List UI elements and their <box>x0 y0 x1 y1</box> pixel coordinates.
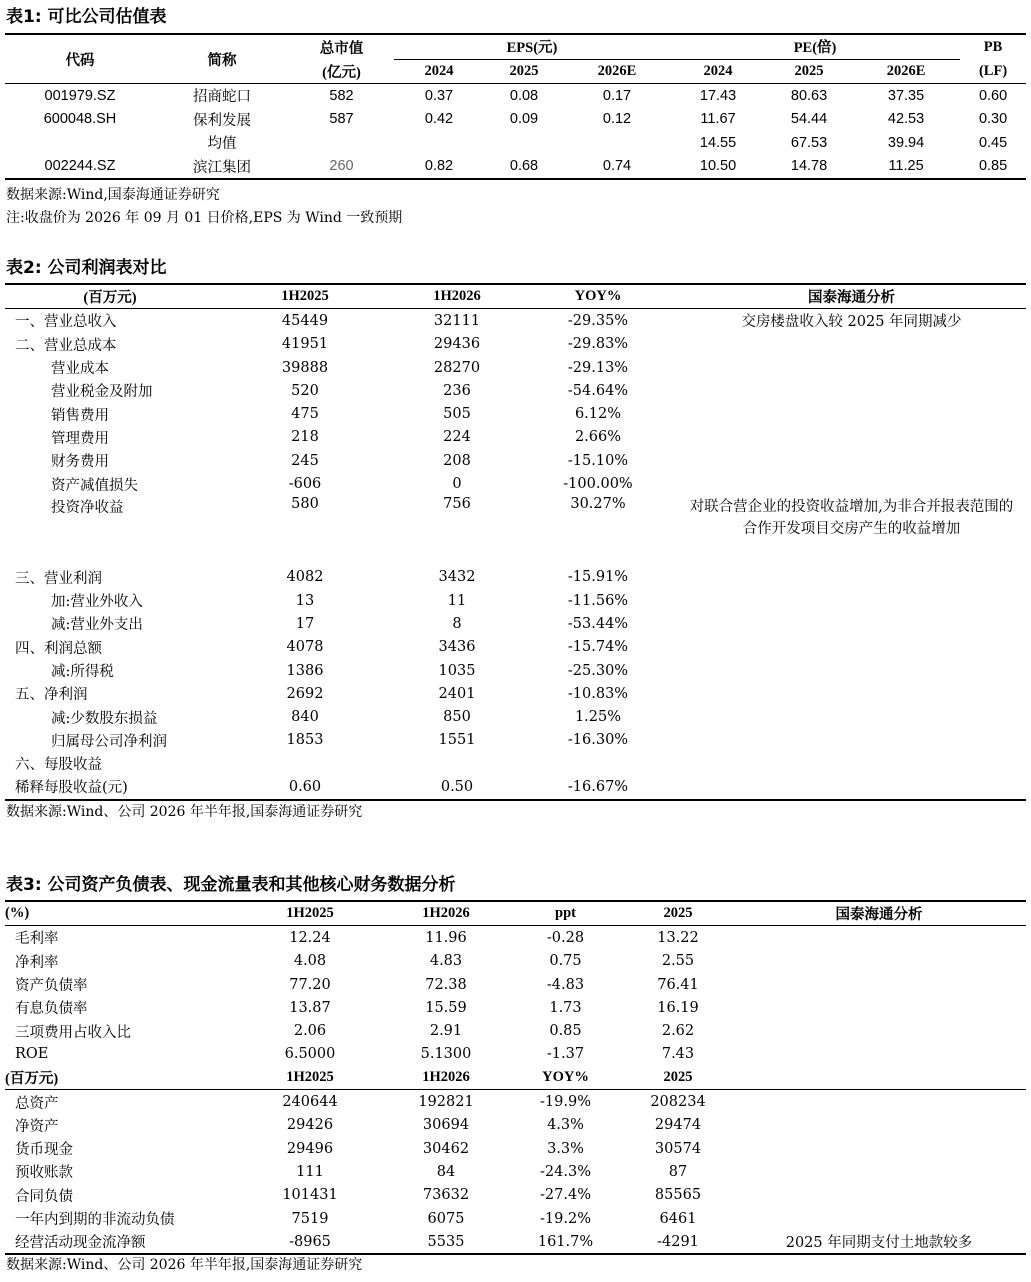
table-row <box>5 566 1026 589</box>
table-cell: -4.83 <box>546 976 585 993</box>
col-eps-2026e: 2026E <box>597 62 637 79</box>
table-cell: 0.45 <box>978 134 1008 151</box>
col-1h2026-b: 1H2026 <box>422 1069 470 1086</box>
row-label: 有息负债率 <box>15 1001 88 1018</box>
table-cell: 0.30 <box>978 111 1008 128</box>
table1-note: 注:收盘价为 2026 年 09 月 01 日价格,EPS 为 Wind 一致预期 <box>6 210 403 226</box>
analysis-empty <box>677 659 1026 682</box>
analysis-empty <box>732 1207 1026 1230</box>
table-cell: 39.94 <box>887 134 925 151</box>
table-row <box>5 729 1026 752</box>
table-cell: -29.35% <box>567 312 629 329</box>
col-pct-unit: (%) <box>5 905 30 922</box>
ratio-rows <box>5 926 1026 1066</box>
analysis-empty <box>732 996 1026 1019</box>
table-cell: 0.42 <box>424 111 454 128</box>
table-cell: 29474 <box>654 1117 702 1134</box>
table-row <box>5 973 1026 996</box>
analysis-empty <box>732 973 1026 996</box>
row-label: 减:所得税 <box>51 664 114 680</box>
table-cell: 32111 <box>433 312 481 329</box>
table-cell: 13.22 <box>657 929 699 946</box>
table-cell: 2.66% <box>574 429 622 446</box>
table-row <box>5 155 1026 180</box>
table-row <box>5 402 1026 425</box>
analysis-empty <box>732 1160 1026 1183</box>
table-cell: 4078 <box>286 639 324 656</box>
table-cell: 14.78 <box>790 158 828 175</box>
row-label: 二、营业总成本 <box>15 337 117 354</box>
table-row <box>5 636 1026 659</box>
table-cell: 12.24 <box>289 929 331 946</box>
analysis-empty <box>677 472 1026 495</box>
row-label: 资产减值损失 <box>51 477 138 494</box>
row-label: 营业税金及附加 <box>51 384 153 401</box>
table-cell: 2401 <box>438 685 476 702</box>
table-cell: 2692 <box>286 685 324 702</box>
table-cell: 30.27% <box>570 495 626 512</box>
table-cell: -15.91% <box>567 569 629 586</box>
analysis-empty <box>677 333 1026 356</box>
col-pe: PE(倍) <box>670 34 960 59</box>
table-cell: 840 <box>291 709 319 726</box>
table1-source: 数据来源:Wind,国泰海通证券研究 <box>6 187 220 203</box>
analysis-empty <box>732 1137 1026 1160</box>
table-row <box>5 426 1026 449</box>
analysis-empty <box>732 1090 1026 1114</box>
col-pe-2024: 2024 <box>703 62 733 79</box>
row-label: 毛利率 <box>15 931 59 948</box>
table-cell: 224 <box>443 429 471 446</box>
table-cell: 16.19 <box>657 999 699 1016</box>
table-cell: 1035 <box>438 662 476 679</box>
table-cell: -27.4% <box>540 1187 591 1204</box>
table-cell: 均值 <box>207 136 237 153</box>
table-row <box>5 996 1026 1019</box>
col-eps-2024: 2024 <box>424 62 454 79</box>
table-row <box>5 356 1026 379</box>
table-cell: 13 <box>295 592 315 609</box>
col-eps-2025: 2025 <box>509 62 539 79</box>
table-cell: 850 <box>443 709 471 726</box>
table-cell: -606 <box>288 476 322 493</box>
col-2025-b: 2025 <box>663 1069 693 1086</box>
table-cell: 0.74 <box>602 158 632 175</box>
col-1h2026: 1H2026 <box>433 288 481 305</box>
table-row <box>5 1184 1026 1207</box>
table-cell: 39888 <box>281 359 329 376</box>
table-cell: 87 <box>668 1163 688 1180</box>
table-row <box>5 682 1026 705</box>
table-row <box>5 950 1026 973</box>
table-cell: 240644 <box>282 1094 338 1111</box>
analysis-note: 对联合营企业的投资收益增加,为非合并报表范围的合作开发项目交房产生的收益增加 <box>689 498 1014 537</box>
analysis-empty <box>677 682 1026 705</box>
analysis-empty <box>732 1114 1026 1137</box>
table-cell: 0.60 <box>978 87 1008 104</box>
col-1h2025: 1H2025 <box>286 905 334 922</box>
table-cell: -100.00% <box>563 476 633 493</box>
table-cell: -19.2% <box>540 1210 591 1227</box>
income-table-body <box>5 309 1026 800</box>
balance-table <box>5 900 1026 1255</box>
col-analysis: 国泰海通分析 <box>808 290 895 307</box>
col-yoy-b: YOY% <box>542 1069 589 1086</box>
table-row <box>5 131 1026 155</box>
row-label: ROE <box>15 1046 49 1063</box>
row-label: 资产负债率 <box>15 978 88 995</box>
table-cell: 17 <box>295 615 315 632</box>
table-cell: 582 <box>329 87 354 104</box>
table-cell: 236 <box>443 382 471 399</box>
analysis-empty <box>677 449 1026 472</box>
table-cell: -16.30% <box>567 732 629 749</box>
table-cell: 42.53 <box>887 111 925 128</box>
table-cell: -19.9% <box>540 1094 591 1111</box>
analysis-empty <box>677 636 1026 659</box>
analysis-empty <box>732 1184 1026 1207</box>
table-cell: 30694 <box>422 1117 470 1134</box>
row-label: 归属母公司净利润 <box>51 733 167 750</box>
table-row <box>5 926 1026 950</box>
table-cell: 3.3% <box>547 1140 584 1157</box>
row-label: 总资产 <box>15 1095 59 1112</box>
table-cell: 5535 <box>427 1233 465 1250</box>
table-cell <box>5 131 155 155</box>
table-cell: 2.62 <box>661 1023 695 1040</box>
table-cell: 0.60 <box>288 778 322 795</box>
table-cell: 8 <box>452 615 462 632</box>
table-row <box>5 589 1026 612</box>
col-code: 代码 <box>65 52 95 69</box>
col-mktcap: 总市值 <box>319 40 364 57</box>
table-cell: 505 <box>443 406 471 423</box>
table-row <box>5 1114 1026 1137</box>
table-cell: 30462 <box>422 1140 470 1157</box>
analysis-empty <box>677 705 1026 728</box>
table-cell: 3432 <box>438 569 476 586</box>
table-cell: 14.55 <box>699 134 737 151</box>
valuation-table <box>5 33 1026 180</box>
row-label: 预收账款 <box>15 1165 73 1182</box>
analysis-empty <box>732 926 1026 950</box>
row-label: 减:少数股东损益 <box>51 710 158 727</box>
table-cell: 11.25 <box>888 158 924 175</box>
table-cell: 3436 <box>438 639 476 656</box>
analysis-empty <box>677 402 1026 425</box>
table3-title: 表3: 公司资产负债表、现金流量表和其他核心财务数据分析 <box>6 875 456 895</box>
col-unit: (百万元) <box>83 290 137 307</box>
row-label: 六、每股收益 <box>15 757 102 774</box>
table-cell: 保利发展 <box>193 112 251 129</box>
table-cell: -29.13% <box>567 359 629 376</box>
table-cell: -53.44% <box>567 615 629 632</box>
table-cell: 5.1300 <box>420 1046 472 1063</box>
table-row <box>5 1019 1026 1042</box>
table-cell: 2.06 <box>293 1023 327 1040</box>
table-cell: 28270 <box>433 359 481 376</box>
table-cell: 0.37 <box>424 87 454 104</box>
table-row <box>5 1160 1026 1183</box>
table-cell: -29.83% <box>567 336 629 353</box>
table-cell <box>484 131 564 155</box>
table-cell: -10.83% <box>567 685 629 702</box>
table-cell: 208234 <box>650 1094 706 1111</box>
table-cell: -16.67% <box>567 778 629 795</box>
col-mn-unit: (百万元) <box>5 1071 59 1088</box>
table-cell <box>395 752 519 775</box>
analysis-empty <box>677 566 1026 589</box>
col-mktcap-unit: (亿元) <box>322 64 361 81</box>
table-cell: 1386 <box>286 662 324 679</box>
col-eps: EPS(元) <box>394 34 670 59</box>
table-cell: 10.50 <box>699 158 737 175</box>
row-label: 三、营业利润 <box>15 570 102 587</box>
table-cell: 54.44 <box>790 111 828 128</box>
row-label: 销售费用 <box>51 407 109 424</box>
table-row <box>5 449 1026 472</box>
table-cell: 11.67 <box>700 111 736 128</box>
table-cell: 67.53 <box>790 134 828 151</box>
row-label: 三项费用占收入比 <box>15 1024 131 1041</box>
table-cell: -15.74% <box>567 639 629 656</box>
table-cell: 1.73 <box>549 999 582 1016</box>
row-label: 营业成本 <box>51 361 109 378</box>
row-label: 净利率 <box>15 954 59 971</box>
table-cell: 4.3% <box>547 1117 584 1134</box>
table-cell: 7.43 <box>661 1046 695 1063</box>
table-cell: 218 <box>291 429 319 446</box>
table-cell: 2.55 <box>661 953 695 970</box>
table-cell: 208 <box>443 452 471 469</box>
row-label: 合同负债 <box>15 1188 73 1205</box>
table-row <box>5 496 1026 566</box>
table-cell: 0.85 <box>978 158 1008 175</box>
table-cell: 580 <box>291 495 319 512</box>
col-name: 简称 <box>207 52 237 69</box>
table-row <box>5 752 1026 775</box>
table-cell: 0.12 <box>602 111 632 128</box>
table-cell: 600048.SH <box>43 111 117 128</box>
table-cell: 4.83 <box>429 953 463 970</box>
table-row <box>5 612 1026 635</box>
table-cell: 0.08 <box>509 87 539 104</box>
analysis-empty <box>732 950 1026 973</box>
table-cell: 0.68 <box>509 158 539 175</box>
table-cell: 11.96 <box>425 929 467 946</box>
row-label: 五、净利润 <box>15 687 88 704</box>
table-cell <box>215 752 395 775</box>
table-cell: 80.63 <box>790 87 828 104</box>
table-cell: 520 <box>291 382 319 399</box>
table-cell: 29436 <box>433 336 481 353</box>
table-cell: 15.59 <box>425 999 467 1016</box>
table-cell: 41951 <box>281 336 329 353</box>
table-cell: 6.5000 <box>284 1046 336 1063</box>
table-row <box>5 309 1026 333</box>
table-cell: -8965 <box>289 1233 331 1250</box>
analysis-note: 2025 年同期支付土地款较多 <box>785 1235 973 1252</box>
table-cell: 0.85 <box>549 1023 582 1040</box>
table-cell: 72.38 <box>425 976 467 993</box>
col-ppt: ppt <box>555 905 576 922</box>
table-cell: 0.09 <box>509 111 539 128</box>
table-cell: -25.30% <box>567 662 629 679</box>
table-cell: 192821 <box>418 1094 474 1111</box>
table-cell: 1551 <box>438 732 476 749</box>
table-cell: 11 <box>447 592 467 609</box>
table-cell: 4082 <box>286 569 324 586</box>
table-row <box>5 1137 1026 1160</box>
row-label: 四、利润总额 <box>15 640 102 657</box>
table-cell: 101431 <box>282 1187 338 1204</box>
table-cell: -54.64% <box>567 382 629 399</box>
table-cell: 756 <box>443 495 471 512</box>
table-cell: 13.87 <box>289 999 331 1016</box>
table-cell <box>289 131 394 155</box>
table-cell: -24.3% <box>540 1163 591 1180</box>
table-cell: -15.10% <box>567 452 629 469</box>
row-label: 财务费用 <box>51 454 109 471</box>
table-cell: 1853 <box>286 732 324 749</box>
col-pe-2025: 2025 <box>794 62 824 79</box>
table-cell: 475 <box>291 406 319 423</box>
row-label: 一、营业总收入 <box>15 314 117 331</box>
row-label: 管理费用 <box>51 430 109 447</box>
analysis-empty <box>732 1043 1026 1066</box>
row-label: 经营活动现金流净额 <box>15 1235 146 1252</box>
table-cell: 0.50 <box>440 778 474 795</box>
analysis-empty <box>677 426 1026 449</box>
table-cell: 滨江集团 <box>193 159 251 176</box>
table-cell <box>519 752 677 775</box>
table-cell: 111 <box>296 1163 324 1180</box>
table-cell: 招商蛇口 <box>193 89 251 106</box>
table3-source: 数据来源:Wind、公司 2026 年半年报,国泰海通证券研究 <box>6 1257 363 1273</box>
col-pb: PB <box>983 38 1003 55</box>
col-pb-unit: (LF) <box>978 62 1008 79</box>
table-cell: 85565 <box>654 1187 702 1204</box>
table-row <box>5 1090 1026 1114</box>
table-row <box>5 1207 1026 1230</box>
col-1h2026: 1H2026 <box>422 905 470 922</box>
table-cell: 587 <box>329 111 354 128</box>
table-row <box>5 705 1026 728</box>
col-yoy: YOY% <box>574 288 622 305</box>
table-cell: 45449 <box>281 312 329 329</box>
analysis-empty <box>677 775 1026 799</box>
table-row <box>5 659 1026 682</box>
analysis-empty <box>677 612 1026 635</box>
row-label: 投资净收益 <box>51 499 124 516</box>
table-cell: 001979.SZ <box>44 87 116 104</box>
table-cell: 1.25% <box>574 709 622 726</box>
table-cell: 002244.SZ <box>44 158 116 175</box>
table-cell: -0.28 <box>546 929 585 946</box>
col-1h2025: 1H2025 <box>281 288 329 305</box>
table-cell: 76.41 <box>657 976 699 993</box>
analysis-empty <box>677 589 1026 612</box>
table-cell: -4291 <box>657 1233 699 1250</box>
table-cell: 2.91 <box>429 1023 463 1040</box>
table-cell: 0.82 <box>424 158 454 175</box>
col-1h2025-b: 1H2025 <box>286 1069 334 1086</box>
table-row <box>5 84 1026 108</box>
analysis-empty <box>677 379 1026 402</box>
row-label: 稀释每股收益(元) <box>15 780 128 797</box>
table-cell <box>564 131 670 155</box>
row-label: 加:营业外收入 <box>51 594 143 611</box>
table-cell: 245 <box>291 452 319 469</box>
analysis-note: 交房楼盘收入较 2025 年同期减少 <box>741 314 962 331</box>
table-cell: 260 <box>329 158 354 175</box>
table-cell: 0.17 <box>602 87 632 104</box>
balance-rows <box>5 1090 1026 1255</box>
table-cell: 7519 <box>291 1210 329 1227</box>
table-cell: 0.75 <box>549 953 582 970</box>
analysis-empty <box>677 752 1026 775</box>
table-cell: 30574 <box>654 1140 702 1157</box>
table-cell <box>394 131 484 155</box>
table-cell: 77.20 <box>289 976 331 993</box>
table2-title: 表2: 公司利润表对比 <box>6 258 167 278</box>
table1-title: 表1: 可比公司估值表 <box>6 7 167 27</box>
table-cell: 4.08 <box>293 953 327 970</box>
table-row <box>5 1230 1026 1254</box>
valuation-table-body <box>5 84 1026 180</box>
table-row <box>5 775 1026 799</box>
table-cell: 6461 <box>659 1210 697 1227</box>
analysis-empty <box>677 356 1026 379</box>
col-2025: 2025 <box>663 905 693 922</box>
table-row <box>5 472 1026 495</box>
row-label: 一年内到期的非流动负债 <box>15 1212 175 1228</box>
table-row <box>5 333 1026 356</box>
table-cell: 73632 <box>422 1187 470 1204</box>
table-cell: 29496 <box>286 1140 334 1157</box>
table-cell: 6.12% <box>574 406 622 423</box>
table-cell: 161.7% <box>537 1233 594 1250</box>
col-pe-2026e: 2026E <box>886 62 926 79</box>
table-cell: 84 <box>436 1163 456 1180</box>
row-label: 货币现金 <box>15 1142 73 1159</box>
analysis-empty <box>677 729 1026 752</box>
table-row <box>5 1043 1026 1066</box>
table-cell: 0 <box>452 476 462 493</box>
row-label: 减:营业外支出 <box>51 617 143 634</box>
table-cell: 29426 <box>286 1117 334 1134</box>
table2-source: 数据来源:Wind、公司 2026 年半年报,国泰海通证券研究 <box>6 804 363 820</box>
table-cell: 37.35 <box>887 87 925 104</box>
col-analysis: 国泰海通分析 <box>835 907 923 924</box>
table-cell: 17.43 <box>699 87 737 104</box>
table-row <box>5 379 1026 402</box>
row-label: 净资产 <box>15 1118 59 1135</box>
table-row <box>5 108 1026 132</box>
table-cell: -11.56% <box>567 592 629 609</box>
analysis-empty <box>732 1019 1026 1042</box>
table-cell: 6075 <box>427 1210 465 1227</box>
income-table <box>5 283 1026 801</box>
table-cell: -1.37 <box>546 1046 585 1063</box>
